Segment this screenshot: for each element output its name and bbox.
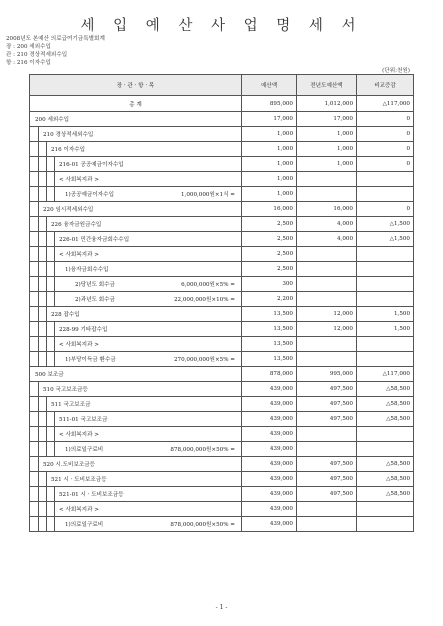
difference-cell	[357, 277, 414, 292]
table-row	[30, 367, 414, 382]
prev-budget-cell	[297, 337, 357, 352]
table-row	[30, 487, 414, 502]
nesting-line	[38, 337, 39, 351]
nesting-line	[38, 472, 39, 486]
nesting-line	[54, 502, 55, 516]
item-label: 1)의료일구료비	[65, 447, 104, 453]
budget-cell: 439,000	[242, 457, 297, 472]
prev-budget-cell: 4,000	[297, 232, 357, 247]
prev-budget-cell	[297, 187, 357, 202]
nesting-line	[46, 157, 47, 171]
item-cell	[30, 457, 242, 472]
table-row	[30, 337, 414, 352]
budget-cell: 2,500	[242, 217, 297, 232]
item-label: 220 임시적세외수입	[43, 207, 94, 213]
budget-cell: 1,000	[242, 187, 297, 202]
nesting-line	[38, 517, 39, 531]
item-label: 228-99 기타잡수입	[59, 327, 108, 333]
budget-table	[29, 74, 414, 532]
prev-budget-cell	[297, 277, 357, 292]
nesting-line	[54, 442, 55, 456]
prev-budget-cell: 1,000	[297, 127, 357, 142]
difference-cell: 1,500	[357, 307, 414, 322]
budget-cell: 13,500	[242, 337, 297, 352]
item-cell	[30, 217, 242, 232]
item-cell	[30, 382, 242, 397]
budget-cell: 1,000	[242, 172, 297, 187]
nesting-line	[38, 202, 39, 216]
item-cell	[30, 367, 242, 382]
nesting-line	[54, 352, 55, 366]
item-cell	[30, 172, 242, 187]
table-row	[30, 247, 414, 262]
prev-budget-cell: 17,000	[297, 112, 357, 127]
meta-budget-type: 2008년도 본예산 의료급여기금특별회계	[6, 36, 105, 42]
item-label: < 사회복지과 >	[59, 252, 99, 258]
prev-budget-cell: 497,500	[297, 382, 357, 397]
nesting-line	[38, 322, 39, 336]
item-label: < 사회복지과 >	[59, 432, 99, 438]
calculation-formula: 270,000,000원×5% =	[173, 357, 235, 363]
nesting-line	[54, 322, 55, 336]
nesting-line	[46, 487, 47, 501]
table-row	[30, 277, 414, 292]
prev-budget-cell	[297, 427, 357, 442]
nesting-line	[38, 247, 39, 261]
nesting-line	[46, 322, 47, 336]
budget-cell: 439,000	[242, 487, 297, 502]
budget-cell: 439,000	[242, 472, 297, 487]
table-row	[30, 442, 414, 457]
nesting-line	[38, 397, 39, 411]
budget-cell: 895,000	[242, 96, 297, 112]
table-row	[30, 172, 414, 187]
table-row	[30, 142, 414, 157]
header-prev-budget: 전년도예산액	[297, 75, 357, 96]
nesting-line	[38, 142, 39, 156]
nesting-line	[54, 262, 55, 276]
item-cell	[30, 472, 242, 487]
nesting-line	[46, 337, 47, 351]
table-row	[30, 322, 414, 337]
difference-cell: △58,500	[357, 412, 414, 427]
page-number: - 1 -	[215, 604, 228, 611]
prev-budget-cell	[297, 247, 357, 262]
budget-cell: 2,500	[242, 247, 297, 262]
calculation-formula: 878,000,000원×50% =	[170, 447, 235, 453]
item-cell	[30, 412, 242, 427]
nesting-line	[46, 172, 47, 186]
nesting-line	[38, 442, 39, 456]
table-row	[30, 232, 414, 247]
item-cell	[30, 337, 242, 352]
prev-budget-cell: 1,000	[297, 157, 357, 172]
item-label: < 사회복지과 >	[59, 507, 99, 513]
prev-budget-cell: 4,000	[297, 217, 357, 232]
header-budget: 예산액	[242, 75, 297, 96]
prev-budget-cell	[297, 292, 357, 307]
nesting-line	[38, 172, 39, 186]
nesting-line	[54, 412, 55, 426]
prev-budget-cell: 497,500	[297, 472, 357, 487]
item-cell	[30, 202, 242, 217]
nesting-line	[46, 247, 47, 261]
prev-budget-cell: 497,500	[297, 397, 357, 412]
item-label: 2)과년도 회수금	[75, 297, 115, 303]
item-cell	[30, 277, 242, 292]
item-cell	[30, 112, 242, 127]
prev-budget-cell: 1,012,000	[297, 96, 357, 112]
item-label: 2)당년도 회수금	[75, 282, 115, 288]
table-row	[30, 457, 414, 472]
item-label: 216 이자수입	[51, 147, 86, 153]
nesting-line	[38, 157, 39, 171]
nesting-line	[46, 142, 47, 156]
item-label: 521-01 시 · 도비보조금등	[59, 492, 124, 498]
prev-budget-cell: 497,500	[297, 412, 357, 427]
item-label: 500 보조금	[35, 372, 64, 378]
item-cell	[30, 322, 242, 337]
difference-cell: 0	[357, 112, 414, 127]
nesting-line	[54, 172, 55, 186]
table-row	[30, 127, 414, 142]
nesting-line	[54, 487, 55, 501]
item-label: 1)융자금회수수입	[65, 267, 109, 273]
total-row	[30, 96, 414, 112]
calculation-formula: 1,000,000원×1식 =	[181, 192, 235, 198]
item-label: 216-01 공공예금이자수입	[59, 162, 124, 168]
calculation-formula: 22,000,000원×10% =	[173, 297, 235, 303]
difference-cell	[357, 352, 414, 367]
item-label: 1)공공예금이자수입	[65, 192, 114, 198]
nesting-line	[46, 442, 47, 456]
difference-cell	[357, 172, 414, 187]
nesting-line	[38, 412, 39, 426]
item-label: 1)부당이득금 환수금	[65, 357, 116, 363]
nesting-line	[46, 517, 47, 531]
prev-budget-cell: 497,500	[297, 457, 357, 472]
budget-cell: 17,000	[242, 112, 297, 127]
item-cell	[30, 127, 242, 142]
nesting-line	[46, 262, 47, 276]
budget-cell: 2,500	[242, 232, 297, 247]
nesting-line	[46, 397, 47, 411]
nesting-line	[38, 187, 39, 201]
difference-cell	[357, 187, 414, 202]
item-label: 520 시.도비보조금등	[43, 462, 96, 468]
item-cell	[30, 517, 242, 532]
difference-cell	[357, 442, 414, 457]
nesting-line	[38, 217, 39, 231]
item-label: 521 시 · 도비보조금등	[51, 477, 107, 483]
difference-cell: △58,500	[357, 487, 414, 502]
item-label: 511 국고보조금	[51, 402, 91, 408]
table-header-row	[30, 75, 414, 96]
prev-budget-cell: 12,000	[297, 307, 357, 322]
table-row	[30, 517, 414, 532]
item-label: 210 경상적세외수입	[43, 132, 94, 138]
budget-cell: 2,200	[242, 292, 297, 307]
prev-budget-cell: 497,500	[297, 487, 357, 502]
prev-budget-cell	[297, 352, 357, 367]
header-item: 장 · 관 · 항 · 목	[30, 75, 242, 96]
table-row	[30, 397, 414, 412]
item-cell	[30, 247, 242, 262]
nesting-line	[38, 127, 39, 141]
nesting-line	[54, 232, 55, 246]
budget-cell: 439,000	[242, 382, 297, 397]
item-cell	[30, 187, 242, 202]
difference-cell: 1,500	[357, 322, 414, 337]
table-row	[30, 382, 414, 397]
nesting-line	[46, 187, 47, 201]
difference-cell: △1,500	[357, 232, 414, 247]
table-row	[30, 202, 414, 217]
nesting-line	[38, 277, 39, 291]
difference-cell: 0	[357, 157, 414, 172]
nesting-line	[46, 352, 47, 366]
difference-cell: △117,000	[357, 367, 414, 382]
table-row	[30, 187, 414, 202]
nesting-line	[54, 247, 55, 261]
prev-budget-cell: 1,000	[297, 142, 357, 157]
item-label: 226-01 민간융자금회수수입	[59, 237, 130, 243]
difference-cell: △58,500	[357, 397, 414, 412]
difference-cell	[357, 517, 414, 532]
meta-gwan: 관 : 210 경상적세외수입	[6, 52, 68, 58]
budget-cell: 439,000	[242, 442, 297, 457]
table-row	[30, 292, 414, 307]
nesting-line	[54, 157, 55, 171]
table-row	[30, 502, 414, 517]
nesting-line	[38, 352, 39, 366]
table-row	[30, 352, 414, 367]
nesting-line	[46, 472, 47, 486]
table-row	[30, 427, 414, 442]
difference-cell: 0	[357, 142, 414, 157]
prev-budget-cell	[297, 502, 357, 517]
nesting-line	[54, 427, 55, 441]
budget-cell: 439,000	[242, 412, 297, 427]
nesting-line	[38, 292, 39, 306]
nesting-line	[38, 487, 39, 501]
item-cell	[30, 142, 242, 157]
table-row	[30, 472, 414, 487]
item-label: 1)의료일구료비	[65, 522, 104, 528]
table-body	[30, 96, 414, 532]
budget-cell: 13,500	[242, 307, 297, 322]
budget-cell: 16,000	[242, 202, 297, 217]
item-cell	[30, 157, 242, 172]
prev-budget-cell: 16,000	[297, 202, 357, 217]
difference-cell	[357, 427, 414, 442]
table-row	[30, 112, 414, 127]
item-label: < 사회복지과 >	[59, 342, 99, 348]
item-cell	[30, 96, 242, 112]
difference-cell: 0	[357, 202, 414, 217]
item-cell	[30, 397, 242, 412]
item-label: 511-01 국고보조금	[59, 417, 108, 423]
budget-cell: 300	[242, 277, 297, 292]
item-label: 200 세외수입	[35, 117, 70, 123]
difference-cell: △117,000	[357, 96, 414, 112]
nesting-line	[38, 382, 39, 396]
table-row	[30, 217, 414, 232]
item-label: 226 융자금원금수입	[51, 222, 102, 228]
calculation-formula: 6,000,000원×5% =	[181, 282, 235, 288]
budget-cell: 1,000	[242, 127, 297, 142]
budget-cell: 439,000	[242, 397, 297, 412]
nesting-line	[46, 412, 47, 426]
budget-cell: 13,500	[242, 322, 297, 337]
meta-hang: 항 : 216 이자수입	[6, 60, 51, 66]
nesting-line	[54, 517, 55, 531]
nesting-line	[46, 502, 47, 516]
prev-budget-cell	[297, 262, 357, 277]
item-label: < 사회복지과 >	[59, 177, 99, 183]
difference-cell: 0	[357, 127, 414, 142]
nesting-line	[38, 232, 39, 246]
table-row	[30, 157, 414, 172]
calculation-formula: 878,000,000원×50% =	[170, 522, 235, 528]
item-cell	[30, 232, 242, 247]
budget-cell: 2,500	[242, 262, 297, 277]
item-cell	[30, 502, 242, 517]
nesting-line	[38, 262, 39, 276]
item-cell	[30, 427, 242, 442]
prev-budget-cell	[297, 517, 357, 532]
budget-cell: 439,000	[242, 427, 297, 442]
difference-cell: △58,500	[357, 472, 414, 487]
header-difference: 비교증감	[357, 75, 414, 96]
nesting-line	[54, 292, 55, 306]
nesting-line	[54, 187, 55, 201]
difference-cell	[357, 262, 414, 277]
nesting-line	[54, 277, 55, 291]
prev-budget-cell: 12,000	[297, 322, 357, 337]
nesting-line	[46, 232, 47, 246]
item-cell	[30, 352, 242, 367]
table-row	[30, 307, 414, 322]
item-cell	[30, 442, 242, 457]
item-cell	[30, 487, 242, 502]
nesting-line	[46, 427, 47, 441]
nesting-line	[46, 277, 47, 291]
nesting-line	[46, 217, 47, 231]
item-cell	[30, 307, 242, 322]
item-label: 총 계	[129, 101, 142, 108]
prev-budget-cell	[297, 442, 357, 457]
budget-cell: 1,000	[242, 142, 297, 157]
difference-cell	[357, 247, 414, 262]
unit-label: (단위:천원)	[382, 68, 410, 74]
document-title: 세 입 예 산 사 업 명 세 서	[80, 18, 363, 34]
nesting-line	[38, 427, 39, 441]
difference-cell: △58,500	[357, 382, 414, 397]
budget-cell: 13,500	[242, 352, 297, 367]
meta-jang: 장 : 200 세외수입	[6, 44, 51, 50]
item-label: 228 잡수입	[51, 312, 80, 318]
nesting-line	[38, 307, 39, 321]
budget-cell: 1,000	[242, 157, 297, 172]
difference-cell: △58,500	[357, 457, 414, 472]
table-row	[30, 262, 414, 277]
prev-budget-cell	[297, 172, 357, 187]
table-row	[30, 412, 414, 427]
item-label: 510 국고보조금등	[43, 387, 88, 393]
item-cell	[30, 292, 242, 307]
nesting-line	[38, 502, 39, 516]
difference-cell: △1,500	[357, 217, 414, 232]
budget-cell: 439,000	[242, 517, 297, 532]
nesting-line	[38, 457, 39, 471]
nesting-line	[46, 292, 47, 306]
nesting-line	[46, 307, 47, 321]
item-cell	[30, 262, 242, 277]
difference-cell	[357, 292, 414, 307]
nesting-line	[54, 337, 55, 351]
difference-cell	[357, 502, 414, 517]
difference-cell	[357, 337, 414, 352]
budget-cell: 878,000	[242, 367, 297, 382]
prev-budget-cell: 995,000	[297, 367, 357, 382]
budget-cell: 439,000	[242, 502, 297, 517]
